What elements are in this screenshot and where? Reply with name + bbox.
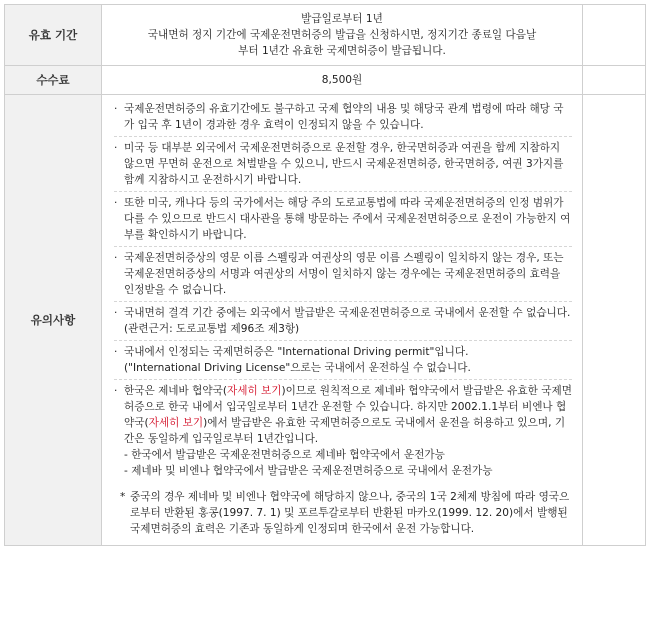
fee-row bbox=[5, 66, 646, 95]
validity-line-1: 발급일로부터 1년 bbox=[301, 13, 383, 25]
note-text-part: )이므로 원칙적으로 제네바 협약국에서 발급받은 유효한 국제면허증으로 한국 내에서 입국일로부터 1년간 운전할 수 있습니다. 하지만 2002.1.1부터 비엔나 협약국( bbox=[124, 385, 572, 429]
empty-cell bbox=[583, 66, 646, 95]
fee-label: 수수료 bbox=[5, 66, 102, 95]
vienna-details-link[interactable]: 자세히 보기 bbox=[148, 417, 204, 429]
notes-row bbox=[5, 95, 646, 546]
note-item bbox=[114, 344, 572, 380]
note-item bbox=[114, 195, 572, 247]
notes-label: 유의사항 bbox=[5, 95, 102, 546]
validity-row bbox=[5, 5, 646, 66]
asterisk-icon: * bbox=[120, 491, 126, 503]
notes-content bbox=[102, 95, 583, 546]
note-text-line: ("International Driving License"으로는 국내에서 운전하실 수 없습니다. bbox=[124, 362, 471, 374]
note-text-line: 국내에서 인정되는 국제면허증은 "International Driving permit"입니다. bbox=[124, 346, 469, 358]
note-item bbox=[114, 305, 572, 341]
empty-cell bbox=[583, 95, 646, 546]
bullet-icon: · bbox=[114, 197, 118, 209]
footnote-text: 중국의 경우 제네바 및 비엔나 협약국에 해당하지 않으나, 중국의 1국 2체제 방침에 따라 영국으로부터 반환된 홍콩(1997. 7. 1) 및 포르투갈로부터 반환된 마카오(1999. 12. 20)에서 발행된 국제면허증의 효력은 기존과 동일하게 인정되며 한국에서 운전 가능합니다. bbox=[130, 491, 570, 535]
note-text: 국제운전면허증의 유효기간에도 불구하고 국제 협약의 내용 및 해당국 관계 법령에 따라 해당 국가 입국 후 1년이 경과한 경우 효력이 인정되지 않을 수 있습니다. bbox=[124, 103, 564, 131]
bullet-icon: · bbox=[114, 307, 118, 319]
note-text: 국제운전면허증상의 영문 이름 스펠링과 여권상의 영문 이름 스펠링이 일치하지 않는 경우, 또는 국제운전면허증상의 서명과 여권상의 서명이 일치하지 않는 경우에는 국제운전면허증의 효력을 인정받을 수 없습니다. bbox=[124, 252, 564, 296]
license-info-table bbox=[4, 4, 646, 546]
validity-content bbox=[102, 5, 583, 66]
empty-cell bbox=[583, 5, 646, 66]
note-item bbox=[114, 101, 572, 137]
validity-line-2: 국내면허 정지 기간에 국제운전면허증의 발급을 신청하시면, 정지기간 종료일 다음날 bbox=[147, 29, 537, 41]
note-item bbox=[114, 250, 572, 302]
fee-value: 8,500원 bbox=[102, 66, 583, 95]
note-item bbox=[114, 383, 572, 482]
note-text: 국내면허 결격 기간 중에는 외국에서 발급받은 국제운전면허증으로 국내에서 운전할 수 없습니다. (관련근거: 도로교통법 제96조 제3항) bbox=[124, 307, 571, 335]
note-text: 미국 등 대부분 외국에서 국제운전면허증으로 운전할 경우, 한국면허증과 여권을 함께 지참하지 않으면 무면허 운전으로 처벌받을 수 있으니, 반드시 국제운전면허증, 한국면허증, 여권 3가지를 함께 지참하시고 운전하시기 바랍니다. bbox=[124, 142, 564, 186]
validity-line-3: 부터 1년간 유효한 국제면허증이 발급됩니다. bbox=[238, 45, 446, 57]
note-text-part: )에서 발급받은 유효한 국제면허증으로도 국내에서 운전을 허용하고 있으며, 기간은 동일하게 입국일로부터 1년간입니다. bbox=[124, 417, 566, 445]
bullet-icon: · bbox=[114, 142, 118, 154]
note-text bbox=[124, 344, 572, 376]
bullet-icon: · bbox=[114, 252, 118, 264]
note-text-part: 한국은 제네바 협약국( bbox=[124, 385, 227, 397]
bullet-icon: · bbox=[114, 346, 118, 358]
note-sub-line: - 제네바 및 비엔나 협약국에서 발급받은 국제운전면허증으로 국내에서 운전가능 bbox=[124, 465, 493, 477]
geneva-details-link[interactable]: 자세히 보기 bbox=[226, 385, 282, 397]
note-item bbox=[114, 140, 572, 192]
note-text: 또한 미국, 캐나다 등의 국가에서는 해당 주의 도로교통법에 따라 국제운전면허증의 인정 범위가 다를 수 있으므로 반드시 대사관을 통해 방문하는 주에서 국제운전면허증으로 운전이 가능한지 여부를 확인하시기 바랍니다. bbox=[124, 197, 571, 241]
bullet-icon: · bbox=[114, 103, 118, 115]
note-text bbox=[124, 383, 572, 479]
bullet-icon: · bbox=[114, 385, 118, 397]
validity-label: 유효 기간 bbox=[5, 5, 102, 66]
footnote bbox=[114, 485, 572, 537]
note-sub-line: - 한국에서 발급받은 국제운전면허증으로 제네바 협약국에서 운전가능 bbox=[124, 449, 445, 461]
